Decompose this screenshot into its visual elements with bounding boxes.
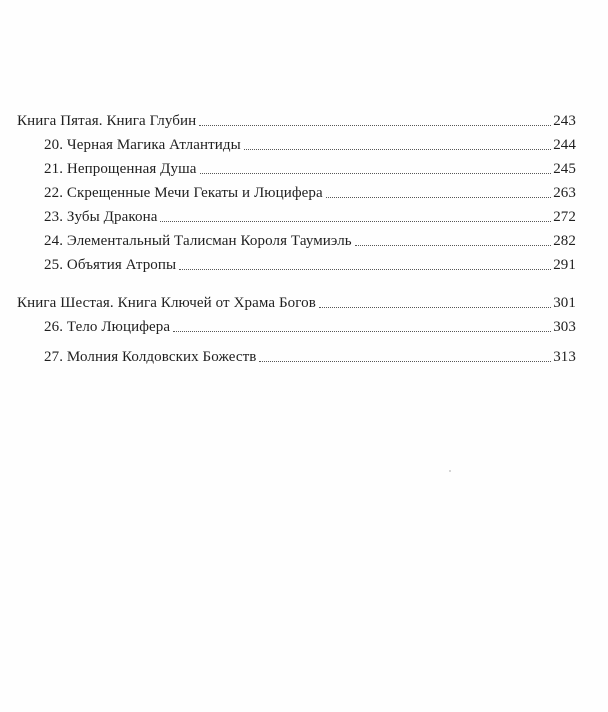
toc-chapter-20 (44, 134, 576, 154)
toc-part-5 (17, 110, 576, 130)
toc-chapter-title: 20. Черная Магика Атлантиды (44, 137, 241, 153)
toc-dot-leader (199, 124, 551, 126)
toc-chapter-title: 21. Непрощенная Душа (44, 161, 197, 177)
toc-part-title: Книга Шестая. Книга Ключей от Храма Богов (17, 295, 316, 311)
toc-page-number: 313 (553, 349, 576, 365)
toc-dot-leader (160, 220, 551, 222)
toc-dot-leader (355, 244, 551, 246)
toc-chapter-title: 24. Элементальный Талисман Короля Таумиэль (44, 233, 352, 249)
toc-dot-leader (244, 148, 551, 150)
toc-page-number: 282 (553, 233, 576, 249)
toc-dot-leader (326, 196, 551, 198)
toc-chapter-25 (44, 254, 576, 274)
toc-page-number: 303 (553, 319, 576, 335)
toc-page-number: 263 (553, 185, 576, 201)
toc-dot-leader (173, 330, 551, 332)
toc-page-number: 272 (553, 209, 576, 225)
toc-page-number: 291 (553, 257, 576, 273)
toc-dot-leader (319, 306, 551, 308)
toc-page-number: 245 (553, 161, 576, 177)
toc-chapter-21 (44, 158, 576, 178)
toc-page-number: 243 (553, 113, 576, 129)
toc-chapter-title: 26. Тело Люцифера (44, 319, 171, 335)
toc-part-title: Книга Пятая. Книга Глубин (17, 113, 197, 129)
toc-part-6 (17, 292, 576, 312)
toc-chapter-title: 27. Молния Колдовских Божеств (44, 349, 257, 365)
toc-chapter-title: 23. Зубы Дракона (44, 209, 158, 225)
toc-chapter-26 (44, 316, 576, 336)
toc-chapter-27 (44, 346, 576, 366)
toc-chapter-22 (44, 182, 576, 202)
toc-dot-leader (259, 360, 551, 362)
toc-dot-leader (200, 172, 552, 174)
toc-chapter-title: 22. Скрещенные Мечи Гекаты и Люцифера (44, 185, 323, 201)
toc-dot-leader (179, 268, 551, 270)
toc-chapter-23 (44, 206, 576, 226)
paper-speck (449, 470, 451, 472)
toc-page-number: 301 (553, 295, 576, 311)
toc-chapter-title: 25. Объятия Атропы (44, 257, 177, 273)
toc-chapter-24 (44, 230, 576, 250)
toc-page-number: 244 (553, 137, 576, 153)
